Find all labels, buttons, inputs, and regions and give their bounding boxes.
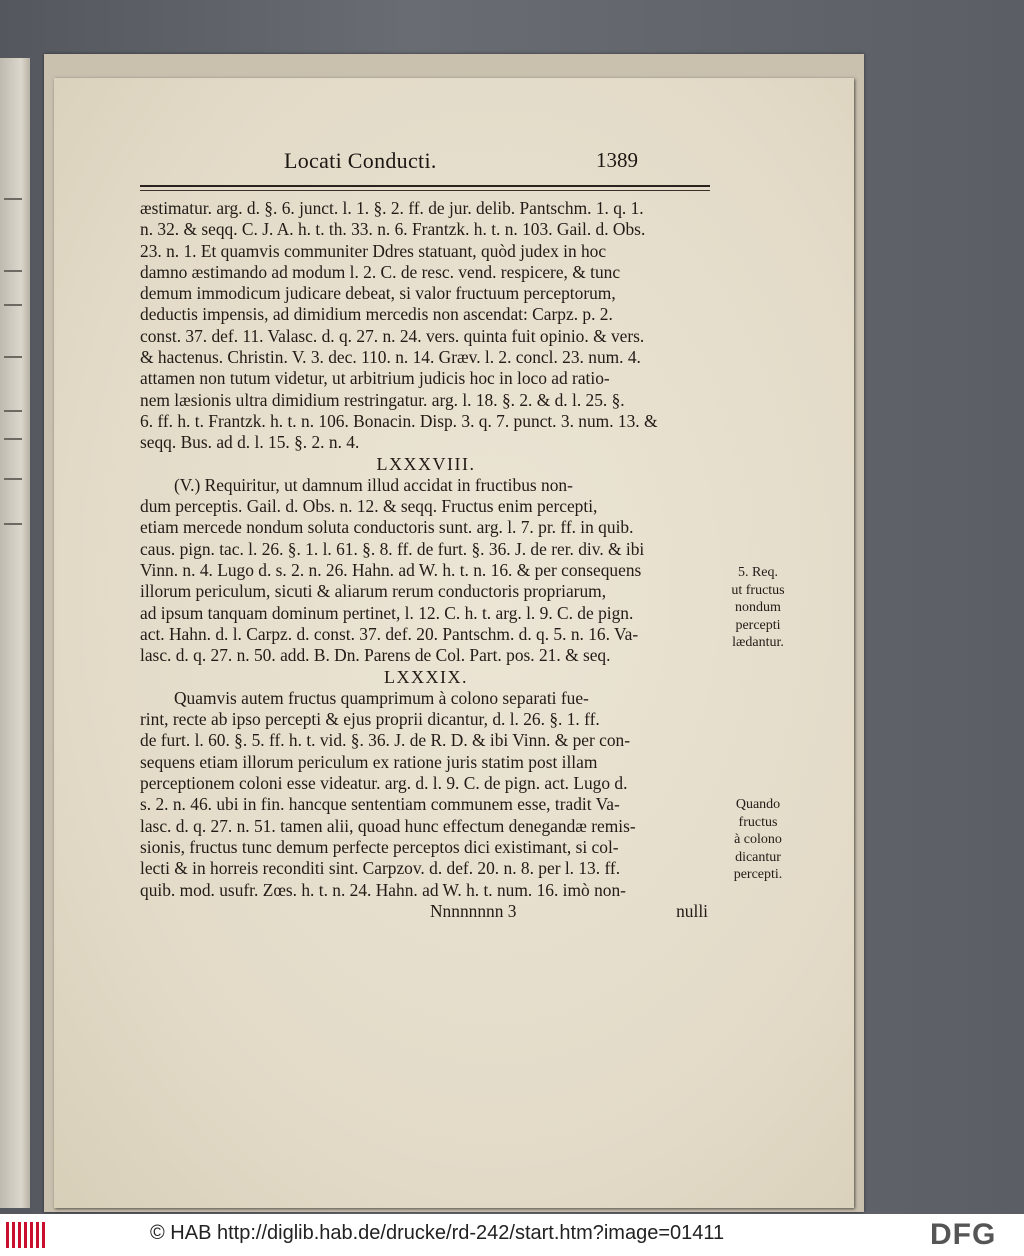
text-line: etiam mercede nondum soluta conductoris sunt. arg. l. 7. pr. ff. in quib. <box>140 517 634 538</box>
page-number: 1389 <box>596 148 638 172</box>
text-line: quib. mod. usufr. Zœs. h. t. n. 24. Hahn. ad W. h. t. num. 16. imò non- <box>140 879 626 900</box>
text-line: rint, recte ab ipso percepti & ejus proprii dicantur, d. l. 26. §. 1. ff. <box>140 709 600 730</box>
text-line: Quamvis autem fructus quamprimum à colono separati fue- <box>174 687 589 708</box>
text-line: n. 32. & seqq. C. J. A. h. t. th. 33. n. 6. Frantzk. h. t. n. 103. Gail. d. Obs. <box>140 219 646 240</box>
section-number: LXXXVIII. <box>376 453 476 474</box>
text-line: sequens etiam illorum periculum ex ratione juris statim post illam <box>140 751 598 772</box>
text-line: lasc. d. q. 27. n. 51. tamen alii, quoad hunc effectum denegandæ remis- <box>140 815 636 836</box>
page-header <box>284 148 664 184</box>
text-line: (V.) Requiritur, ut damnum illud accidat in fructibus non- <box>174 474 573 495</box>
text-line: act. Hahn. d. l. Carpz. d. const. 37. def. 20. Pantschm. d. q. 5. n. 16. Va- <box>140 623 639 644</box>
facing-page-edge <box>0 58 30 1208</box>
copyright-link[interactable]: © HAB http://diglib.hab.de/drucke/rd-242/start.htm?image=01411 <box>150 1222 725 1244</box>
margin-note-line: lædantur. <box>732 635 784 650</box>
margin-note-line: fructus <box>738 814 778 830</box>
margin-note-line: ut fructus <box>731 582 785 598</box>
text-line: nem læsionis ultra dimidium restringatur. arg. l. 18. §. 2. & d. l. 25. §. <box>140 389 625 410</box>
margin-note-line: percepti. <box>733 867 783 882</box>
margin-note-line: 5. Req. <box>737 565 779 580</box>
text-line: Vinn. n. 4. Lugo d. s. 2. n. 26. Hahn. ad W. h. t. n. 16. & per consequens <box>140 560 642 581</box>
text-line: demum immodicum judicare debeat, si valor fructuum perceptorum, <box>140 283 616 304</box>
margin-note <box>716 564 800 652</box>
text-line: s. 2. n. 46. ubi in fin. hancque sententiam communem esse, tradit Va- <box>140 794 620 815</box>
page-foot-line <box>140 901 712 922</box>
text-line: & hactenus. Christin. V. 3. dec. 110. n. 14. Græv. l. 2. concl. 23. num. 4. <box>140 347 641 368</box>
text-line: æstimatur. arg. d. §. 6. junct. l. 1. §. 2. ff. de jur. delib. Pantschm. 1. q. 1. <box>140 198 644 218</box>
margin-note-line: nondum <box>735 600 781 615</box>
book-page <box>54 78 854 1208</box>
margin-note-line: à colono <box>734 832 782 847</box>
text-line: ad ipsum tanquam dominum pertinet, l. 12. C. h. t. arg. l. 9. C. de pign. <box>140 602 634 623</box>
text-line: lasc. d. q. 27. n. 50. add. B. Dn. Parens de Col. Part. pos. 21. & seq. <box>140 645 611 666</box>
text-line: lecti & in horreis reconditi sint. Carpzov. d. def. 20. n. 8. per l. 13. ff. <box>140 858 621 879</box>
text-line: caus. pign. tac. l. 26. §. 1. l. 61. §. 8. ff. de furt. §. 36. J. de rer. div. & ibi <box>140 538 645 559</box>
signature-mark: Nnnnnnnn 3 <box>430 900 517 921</box>
text-line: deductis impensis, ad dimidium mercedis non ascendat: Carpz. p. 2. <box>140 304 613 325</box>
dfg-logo: DFG <box>930 1218 997 1251</box>
text-line: seqq. Bus. ad d. l. 15. §. 2. n. 4. <box>140 432 360 453</box>
text-line: 23. n. 1. Et quamvis communiter Ddres statuant, quòd judex in hoc <box>140 240 607 261</box>
text-line: const. 37. def. 11. Valasc. d. q. 27. n. 24. vers. quinta fuit opinio. & vers. <box>140 325 645 346</box>
text-line: sionis, fructus tunc demum perfecte perceptos dici existimant, si col- <box>140 836 619 857</box>
text-line: damno æstimando ad modum l. 2. C. de resc. vend. respicere, & tunc <box>140 261 621 282</box>
text-line: attamen non tutum videtur, ut arbitrium judicis hoc in loco ad ratio- <box>140 368 610 389</box>
text-line: de furt. l. 60. §. 5. ff. h. t. vid. §. 36. J. de R. D. & ibi Vinn. & per con- <box>140 730 631 751</box>
hab-logo-icon <box>6 1222 46 1248</box>
section-number: LXXXIX. <box>384 666 468 687</box>
ornament-rule <box>140 185 710 193</box>
catchword: nulli <box>676 900 708 921</box>
text-line: illorum periculum, sicuti & aliarum rerum conductoris propriarum, <box>140 581 607 602</box>
viewer-footer <box>0 1214 1024 1256</box>
margin-note-line: dicantur <box>735 849 781 865</box>
running-title: Locati Conducti. <box>284 148 437 173</box>
margin-note-line: Quando <box>735 797 781 812</box>
text-line: perceptionem coloni esse videatur. arg. d. l. 9. C. de pign. act. Lugo d. <box>140 773 628 794</box>
main-text-column <box>140 198 712 922</box>
margin-note-line: percepti <box>735 617 781 633</box>
text-line: 6. ff. h. t. Frantzk. h. t. n. 106. Bonacin. Disp. 3. q. 7. punct. 3. num. 13. & <box>140 410 658 431</box>
margin-note <box>716 796 800 884</box>
text-line: dum perceptis. Gail. d. Obs. n. 12. & seqq. Fructus enim percepti, <box>140 496 598 517</box>
